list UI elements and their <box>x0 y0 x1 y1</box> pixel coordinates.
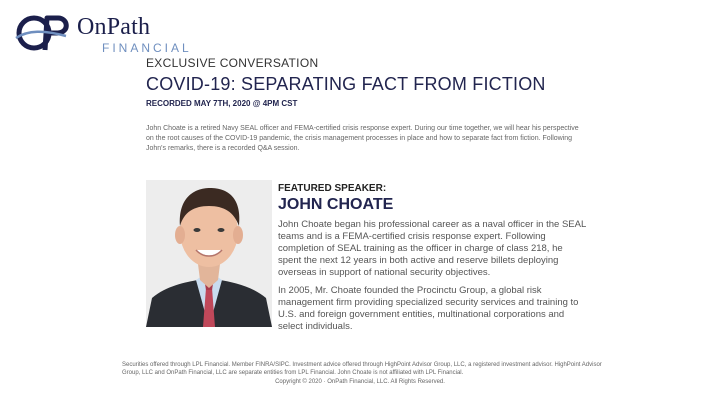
speaker-bio-paragraph-1: John Choate began his professional career as a naval officer in the SEAL teams and is a FEMA-certified crisis response expert. Following completion of SEAL training as the officer in charge of class 218, he spent the next 12 years in both active and reserve billets deploying overseas in support of national security objectives. <box>278 219 586 278</box>
featured-speaker-label: FEATURED SPEAKER: <box>278 183 387 194</box>
brand-subtitle: FINANCIAL <box>102 41 192 55</box>
eyebrow-label: EXCLUSIVE CONVERSATION <box>146 56 319 70</box>
speaker-bio-paragraph-2: In 2005, Mr. Choate founded the Procinctu Group, a global risk management firm providing specialized security services and training to U.S. and foreign government entities, multinational corporations and select individuals. <box>278 285 579 332</box>
onpath-logo-icon <box>14 12 76 54</box>
page-title: COVID-19: SEPARATING FACT FROM FICTION <box>146 74 546 94</box>
copyright-notice: Copyright © 2020 · OnPath Financial, LLC. All Rights Reserved. <box>275 379 445 385</box>
legal-disclaimer: Securities offered through LPL Financial. Member FINRA/SIPC. Investment advice offered through HighPoint Advisor Group, LLC, a registered investment advisor. HighPoint Advisor Group, LLC and OnPath Financial, LLC are separate entities from LPL Financial. John Choate is not affiliated with LPL Financial. <box>122 362 602 376</box>
intro-paragraph: John Choate is a retired Navy SEAL officer and FEMA-certified crisis response expert. During our time together, we will hear his perspective on the root causes of the COVID-19 pandemic, the crisis management processes in place and how to separate fact from fiction. Following John's remarks, there is a recorded Q&A session. <box>146 125 579 152</box>
recorded-date: RECORDED MAY 7TH, 2020 @ 4PM CST <box>146 99 298 108</box>
brand-name: OnPath <box>77 14 151 40</box>
speaker-name: JOHN CHOATE <box>278 196 394 213</box>
speaker-photo <box>146 180 272 327</box>
featured-speaker <box>278 183 588 333</box>
onpath-logo <box>14 12 192 56</box>
event-header <box>146 56 596 109</box>
